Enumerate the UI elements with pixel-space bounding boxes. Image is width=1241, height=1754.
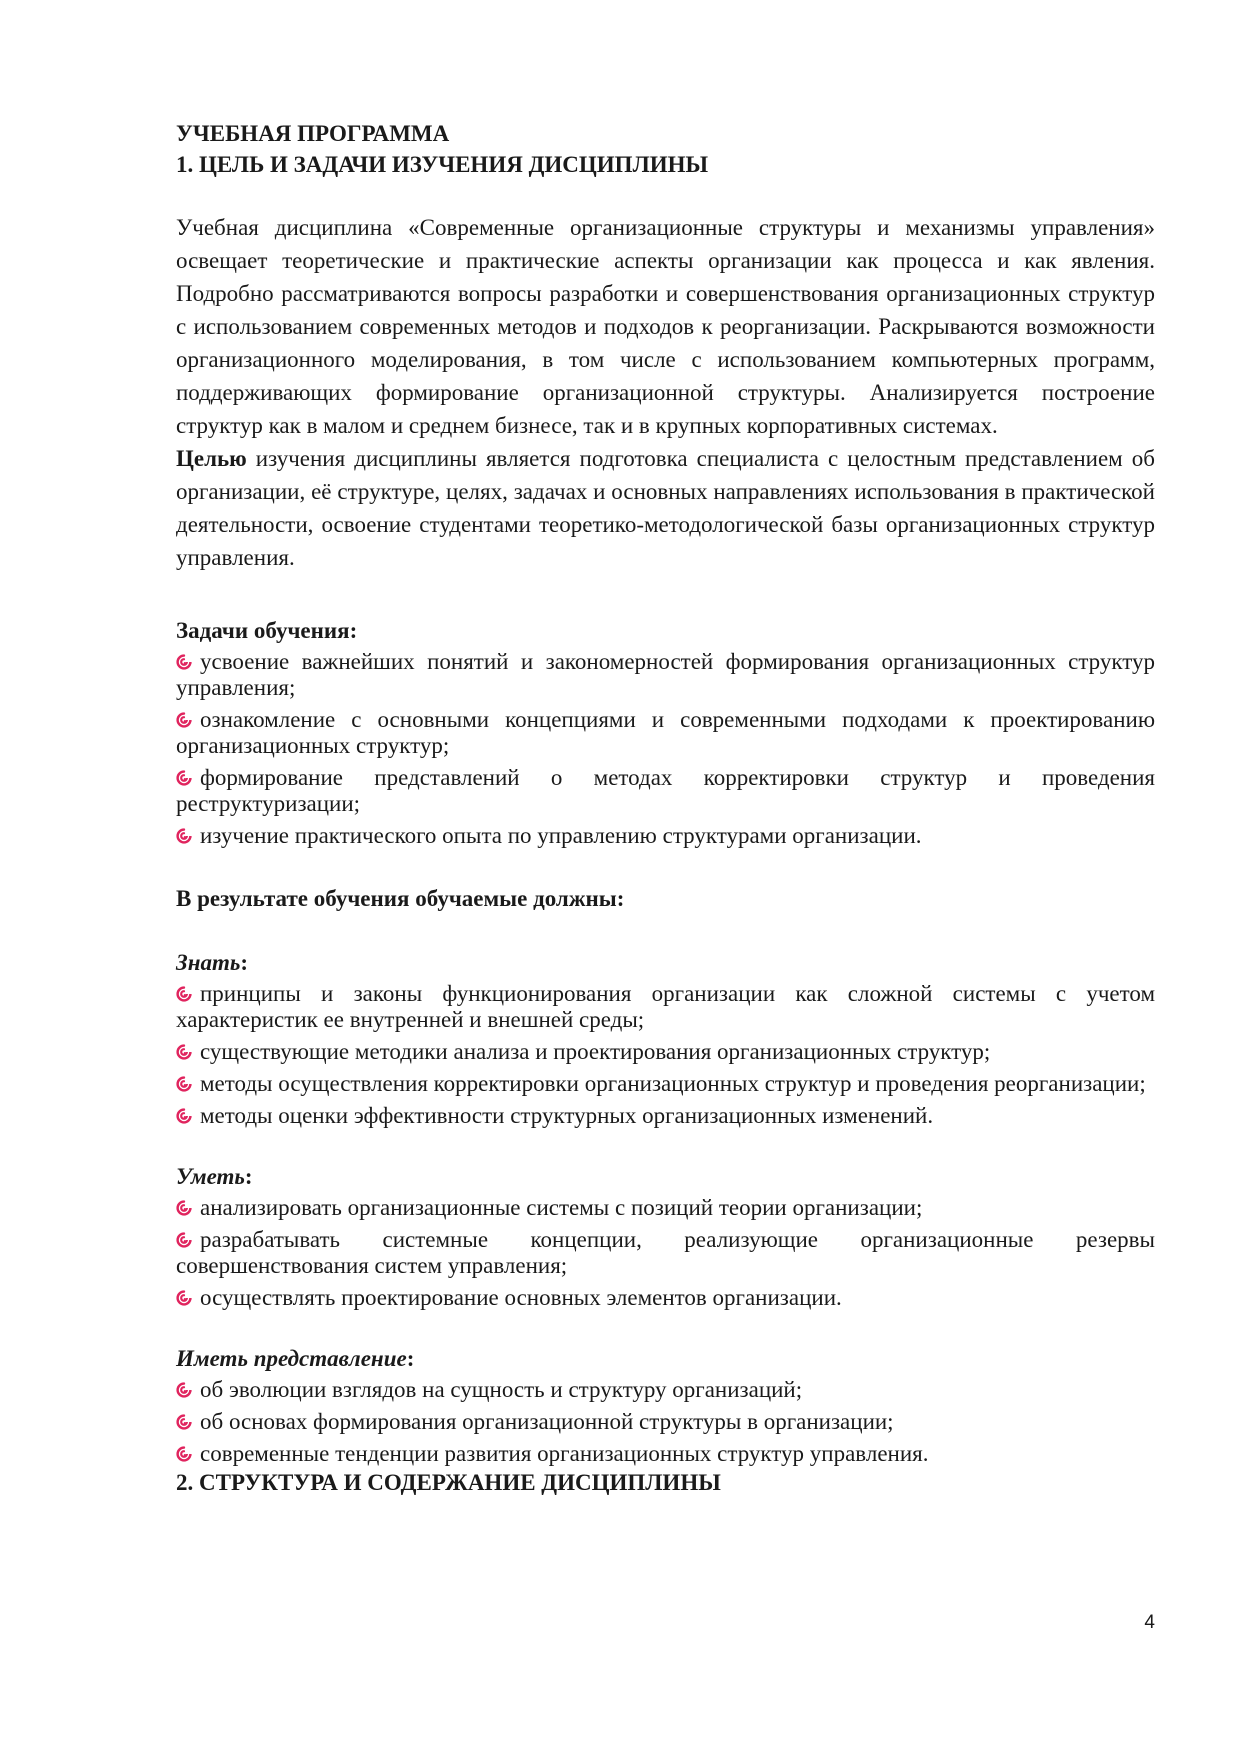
list-item	[176, 1071, 1155, 1097]
know-title-text: Знать	[176, 950, 241, 975]
spiral-bullet-icon	[176, 712, 192, 728]
spiral-bullet-icon	[176, 1108, 192, 1124]
list-item	[176, 765, 1155, 817]
list-item	[176, 1409, 1155, 1435]
spiral-bullet-icon	[176, 1200, 192, 1216]
idea-list	[176, 1377, 1155, 1467]
spiral-bullet-icon	[176, 1044, 192, 1060]
idea-title	[176, 1342, 1155, 1375]
list-item-text: методы оценки эффективности структурных организационных изменений.	[200, 1103, 934, 1128]
tasks-list	[176, 649, 1155, 849]
spiral-bullet-icon	[176, 654, 192, 670]
spiral-bullet-icon	[176, 1076, 192, 1092]
list-item-text: существующие методики анализа и проектирования организационных структур;	[200, 1039, 991, 1064]
list-item-text: принципы и законы функционирования организации как сложной системы с учетом характеристик ее внутренней и внешней среды;	[176, 981, 1155, 1032]
list-item	[176, 649, 1155, 701]
list-item	[176, 981, 1155, 1033]
spiral-bullet-icon	[176, 986, 192, 1002]
able-title	[176, 1160, 1155, 1193]
list-item-text: изучение практического опыта по управлению структурами организации.	[200, 823, 922, 848]
spiral-bullet-icon	[176, 1290, 192, 1306]
list-item	[176, 1441, 1155, 1467]
list-item-text: об основах формирования организационной структуры в организации;	[200, 1409, 894, 1434]
list-item	[176, 1227, 1155, 1279]
list-item	[176, 707, 1155, 759]
section1-title: 1. ЦЕЛЬ И ЗАДАЧИ ИЗУЧЕНИЯ ДИСЦИПЛИНЫ	[176, 152, 709, 177]
list-item	[176, 823, 1155, 849]
list-item	[176, 1039, 1155, 1065]
able-list	[176, 1195, 1155, 1311]
spiral-bullet-icon	[176, 1232, 192, 1248]
idea-title-colon: :	[406, 1346, 415, 1371]
list-item-text: методы осуществления корректировки организационных структур и проведения реорганизации;	[200, 1071, 1146, 1096]
goal-label: Целью	[176, 446, 247, 471]
list-item-text: современные тенденции развития организационных структур управления.	[200, 1441, 929, 1466]
know-title-colon: :	[240, 950, 249, 975]
spiral-bullet-icon	[176, 1382, 192, 1398]
intro-paragraph: Учебная дисциплина «Современные организационные структуры и механизмы управления» освещает теоретические и практические аспекты организации как процесса и как явления. Подробно рассматриваются вопросы разработки и совершенствования организационных структур с использованием современных методов и подходов к реорганизации. Раскрываются возможности организационного моделирования, в том числе с использованием компьютерных программ, поддерживающих формирование организационной структуры. Анализируется построение структур как в малом и среднем бизнесе, так и в крупных корпоративных системах.	[176, 215, 1155, 438]
section2-title: 2. СТРУКТУРА И СОДЕРЖАНИЕ ДИСЦИПЛИНЫ	[176, 1470, 721, 1495]
list-item-text: об эволюции взглядов на сущность и структуру организаций;	[200, 1377, 803, 1402]
list-item-text: анализировать организационные системы с позиций теории организации;	[200, 1195, 923, 1220]
list-item-text: усвоение важнейших понятий и закономерностей формирования организационных структур управления;	[176, 649, 1155, 700]
able-title-text: Уметь	[176, 1164, 245, 1189]
heading-block	[176, 118, 1155, 180]
results-title: В результате обучения обучаемые должны:	[176, 886, 625, 911]
know-title	[176, 946, 1155, 979]
list-item	[176, 1103, 1155, 1129]
list-item-text: осуществлять проектирование основных элементов организации.	[200, 1285, 842, 1310]
list-item	[176, 1195, 1155, 1221]
list-item	[176, 1285, 1155, 1311]
program-title: УЧЕБНАЯ ПРОГРАММА	[176, 121, 450, 146]
spiral-bullet-icon	[176, 1414, 192, 1430]
able-title-colon: :	[244, 1164, 253, 1189]
goal-text: изучения дисциплины является подготовка специалиста с целостным представлением об организации, её структуре, целях, задачах и основных направлениях использования в практической деятельности, освоение студентами теоретико-методологической базы организационных структур управления.	[176, 446, 1155, 570]
list-item-text: формирование представлений о методах корректировки структур и проведения реструктуризации;	[176, 765, 1155, 816]
list-item-text: разрабатывать системные концепции, реализующие организационные резервы совершенствования систем управления;	[176, 1227, 1155, 1278]
goal-paragraph	[176, 442, 1155, 574]
tasks-title: Задачи обучения:	[176, 618, 358, 643]
page-number: 4	[1144, 1612, 1155, 1633]
spiral-bullet-icon	[176, 770, 192, 786]
list-item	[176, 1377, 1155, 1403]
spiral-bullet-icon	[176, 828, 192, 844]
spiral-bullet-icon	[176, 1446, 192, 1462]
idea-title-text: Иметь представление	[176, 1346, 407, 1371]
know-list	[176, 981, 1155, 1129]
list-item-text: ознакомление с основными концепциями и современными подходами к проектированию организационных структур;	[176, 707, 1155, 758]
